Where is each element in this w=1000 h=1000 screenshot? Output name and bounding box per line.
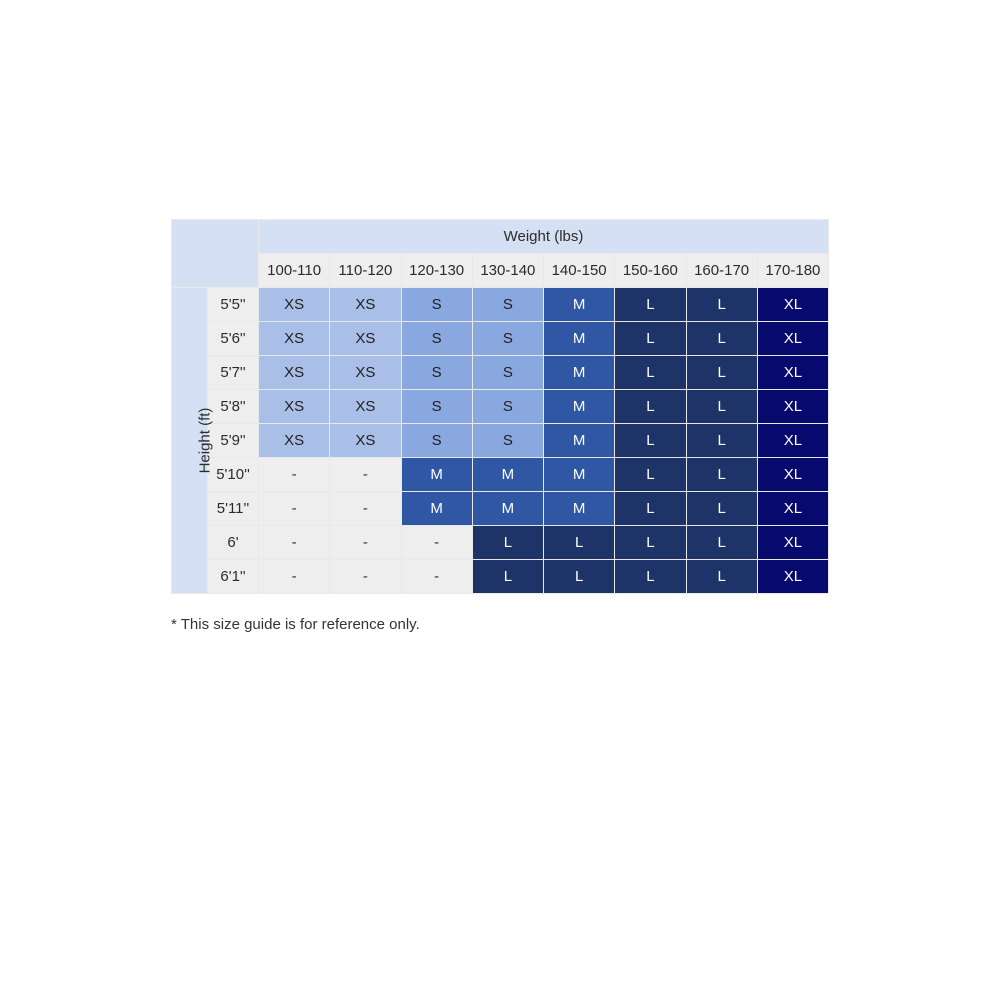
height-row-header: 5'11'' xyxy=(208,492,259,526)
size-cell: M xyxy=(472,458,543,492)
size-cell: L xyxy=(686,458,757,492)
size-cell: S xyxy=(401,390,472,424)
size-cell: L xyxy=(686,526,757,560)
size-cell: L xyxy=(615,424,686,458)
size-cell: S xyxy=(401,356,472,390)
size-cell: M xyxy=(544,424,615,458)
size-cell: XL xyxy=(757,390,828,424)
size-cell: L xyxy=(686,322,757,356)
size-cell: XS xyxy=(259,390,330,424)
size-cell: - xyxy=(330,458,401,492)
size-cell: M xyxy=(544,492,615,526)
table-row xyxy=(172,322,829,356)
size-cell: - xyxy=(259,560,330,594)
size-cell: S xyxy=(472,288,543,322)
table-row xyxy=(172,492,829,526)
size-cell: L xyxy=(686,356,757,390)
size-cell: L xyxy=(615,322,686,356)
size-cell: L xyxy=(686,390,757,424)
size-cell: L xyxy=(472,526,543,560)
table-row xyxy=(172,288,829,322)
size-cell: - xyxy=(259,458,330,492)
height-row-header: 5'9'' xyxy=(208,424,259,458)
size-cell: - xyxy=(259,492,330,526)
size-cell: - xyxy=(259,526,330,560)
table-body xyxy=(172,220,829,594)
size-cell: M xyxy=(544,390,615,424)
size-cell: L xyxy=(615,288,686,322)
size-cell: L xyxy=(686,560,757,594)
height-row-header: 6'1'' xyxy=(208,560,259,594)
size-cell: M xyxy=(544,288,615,322)
size-cell: - xyxy=(330,492,401,526)
size-cell: M xyxy=(472,492,543,526)
size-cell: XS xyxy=(330,288,401,322)
size-cell: - xyxy=(330,560,401,594)
size-cell: XS xyxy=(330,322,401,356)
size-cell: M xyxy=(544,458,615,492)
size-cell: - xyxy=(401,560,472,594)
size-cell: XL xyxy=(757,492,828,526)
weight-axis-title: Weight (lbs) xyxy=(259,220,829,254)
size-cell: M xyxy=(401,458,472,492)
height-axis-cell xyxy=(172,288,214,594)
size-cell: M xyxy=(401,492,472,526)
height-row-header: 5'8'' xyxy=(208,390,259,424)
size-cell: XS xyxy=(259,322,330,356)
size-cell: - xyxy=(401,526,472,560)
size-cell: S xyxy=(401,424,472,458)
table-corner xyxy=(172,220,259,288)
weight-column-header: 140-150 xyxy=(544,254,615,288)
size-cell: S xyxy=(472,424,543,458)
size-cell: XL xyxy=(757,288,828,322)
footnote: * This size guide is for reference only. xyxy=(171,616,420,633)
size-cell: XL xyxy=(757,458,828,492)
size-cell: XL xyxy=(757,560,828,594)
height-row-header: 6' xyxy=(208,526,259,560)
size-cell: XS xyxy=(330,356,401,390)
size-cell: L xyxy=(615,458,686,492)
size-cell: L xyxy=(544,560,615,594)
table-row xyxy=(172,458,829,492)
table-row xyxy=(172,356,829,390)
size-cell: XL xyxy=(757,424,828,458)
weight-column-header: 120-130 xyxy=(401,254,472,288)
size-cell: XS xyxy=(259,356,330,390)
size-cell: XS xyxy=(330,424,401,458)
height-axis-title: Height (ft) xyxy=(196,407,214,474)
weight-column-header: 160-170 xyxy=(686,254,757,288)
size-cell: S xyxy=(401,322,472,356)
weight-column-header: 100-110 xyxy=(259,254,330,288)
size-cell: L xyxy=(472,560,543,594)
weight-column-header: 170-180 xyxy=(757,254,828,288)
table-row xyxy=(172,424,829,458)
weight-title-row xyxy=(172,220,829,254)
size-cell: XS xyxy=(259,424,330,458)
size-cell: XL xyxy=(757,526,828,560)
size-cell: XL xyxy=(757,356,828,390)
height-row-header: 5'6'' xyxy=(208,322,259,356)
size-cell: L xyxy=(615,390,686,424)
weight-column-header: 130-140 xyxy=(472,254,543,288)
size-cell: S xyxy=(472,390,543,424)
size-cell: XL xyxy=(757,322,828,356)
size-guide-table xyxy=(171,219,829,594)
size-cell: M xyxy=(544,322,615,356)
height-row-header: 5'5'' xyxy=(208,288,259,322)
size-cell: M xyxy=(544,356,615,390)
size-cell: S xyxy=(472,322,543,356)
size-cell: S xyxy=(472,356,543,390)
weight-column-header: 110-120 xyxy=(330,254,401,288)
size-cell: L xyxy=(544,526,615,560)
size-cell: L xyxy=(615,492,686,526)
size-cell: S xyxy=(401,288,472,322)
table-row xyxy=(172,526,829,560)
size-cell: XS xyxy=(330,390,401,424)
size-cell: L xyxy=(615,560,686,594)
size-cell: L xyxy=(686,288,757,322)
size-cell: L xyxy=(615,526,686,560)
size-cell: L xyxy=(686,424,757,458)
height-row-header: 5'7'' xyxy=(208,356,259,390)
table-row xyxy=(172,560,829,594)
height-row-header: 5'10'' xyxy=(208,458,259,492)
size-cell: L xyxy=(686,492,757,526)
weight-header-row xyxy=(172,254,829,288)
size-cell: L xyxy=(615,356,686,390)
weight-column-header: 150-160 xyxy=(615,254,686,288)
size-cell: XS xyxy=(259,288,330,322)
table-row xyxy=(172,390,829,424)
size-cell: - xyxy=(330,526,401,560)
